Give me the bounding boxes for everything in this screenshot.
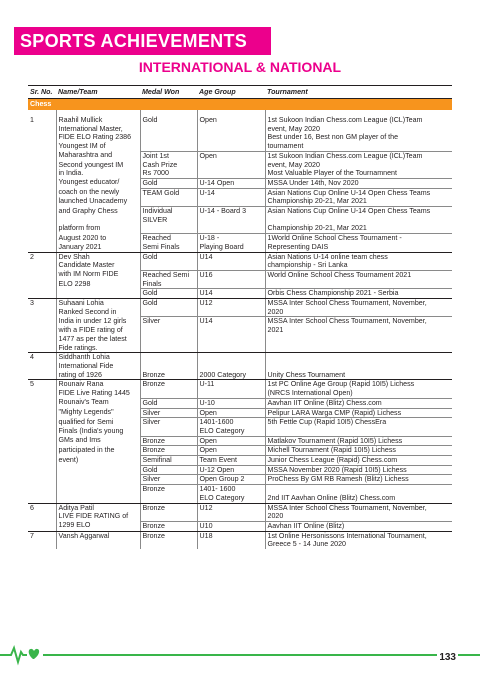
table-cell-c4: Open [197,151,265,160]
table-cell-c3: Reached [140,234,197,243]
table-cell-c3 [140,133,197,142]
table-cell-c5: 1st Sukoon Indian Chess.com League (ICL)Team [267,116,423,124]
table-cell-c5 [265,485,452,494]
table-cell-c4: Open [197,116,265,125]
table-cell-c4: U12 [197,503,265,512]
table-cell-c1 [28,142,56,151]
table-cell-c5: Michell Tournament (Rapid 10I5) Lichess [265,446,452,456]
table-row [28,335,452,344]
table-cell-c5: Unity Chess Tournament [265,371,452,380]
table-row [28,289,452,299]
table-cell-c1 [28,188,56,197]
table-cell-c5: Championship 20-21, Mar 2021 [267,224,367,233]
table-cell-c1 [28,207,56,225]
table-row [28,465,452,475]
table-cell-c1 [28,280,56,289]
table-cell-c1 [28,243,56,252]
table-cell-c4 [197,353,265,362]
table-cell-c5: 1st Online Hersonissons International Tournament, [267,531,427,540]
table-cell-c1 [28,169,56,178]
table-cell-c2: Aditya Patil [56,503,140,512]
table-row [28,398,452,408]
table-cell-c4 [197,280,265,289]
table-cell-c5: MSSA Inter School Chess Tournament, November, [265,317,452,326]
table-cell-c5: World Online School Chess Tournament 2021 [265,270,452,279]
table-cell-c1 [28,151,56,160]
header-name-team: Name/Team [56,86,140,99]
table-cell-c4: 1401-1600 [197,418,265,427]
table-row [28,133,452,142]
table-cell-c3 [140,540,197,549]
header-tournament: Tournament [265,86,452,99]
table-cell-c3 [140,427,197,436]
table-cell-c2: International Fide [56,362,140,371]
table-cell-c3: Bronze [140,521,197,531]
table-cell-c2: coach on the newly [56,188,140,197]
table-cell-c4: Open Group 2 [197,475,265,485]
table-cell-c2: platform from [56,224,140,233]
table-cell-c1 [28,317,56,326]
table-cell-c1: 4 [28,353,56,362]
table-cell-c1 [28,308,56,317]
table-cell-c5: Aavhan IIT Online (Blitz) Chess.com [265,398,452,408]
section-subtitle: INTERNATIONAL & NATIONAL [138,59,342,75]
table-cell-c2: Ranked Second in [56,308,140,317]
table-cell-c3 [140,142,197,151]
table-cell-c2: International Master, [56,125,140,134]
table-cell-c2: Candidate Master [56,261,140,270]
table-cell-c2: Second youngest IM [56,161,140,170]
table-cell-c3: Silver [140,408,197,418]
table-cell-c4: 2000 Category [197,371,265,380]
table-cell-c3 [140,389,197,398]
table-cell-c3: Bronze [140,380,197,389]
table-cell-c1 [28,389,56,398]
table-cell-c2: with a FIDE rating of [56,326,140,335]
table-cell-c3: Semi Finals [140,243,197,252]
table-cell-c2: ELO 2298 [56,280,140,289]
table-cell-c5: MSSA Under 14th, Nov 2020 [265,178,452,188]
table-cell-c5: 2nd IIT Aavhan Online (Blitz) Chess.com [265,494,452,503]
table-cell-c3: Semifinal [140,456,197,466]
table-cell-c1 [28,133,56,142]
table-cell-c2: FIDE Live Rating 1445 [56,389,140,398]
category-chess: Chess [28,99,452,111]
table-cell-c5: 1st Sukoon Indian Chess.com League (ICL)Team [265,151,452,160]
table-cell-c2: event) [56,456,140,466]
table-cell-c3 [140,197,197,206]
table-cell-c4: U-14 - Board 3 [197,207,265,225]
table-cell-c4: U14 [197,252,265,261]
table-cell-c2: Suhaani Lohia [56,299,140,308]
table-cell-c4 [197,125,265,134]
table-row [28,427,452,436]
table-cell-c3: Rs 7000 [140,169,197,178]
table-row [28,125,452,134]
table-header-row [28,86,452,99]
table-cell-c3: Reached Semi [140,270,197,279]
table-cell-c3: Joint 1st [140,151,197,160]
table-cell-c2: Fide ratings. [56,344,140,353]
table-cell-c4: U14 [197,289,265,299]
table-cell-c4 [197,197,265,206]
table-cell-c4: U-11 [197,380,265,389]
table-cell-c1 [28,512,56,521]
table-cell-c3 [140,308,197,317]
table-cell-c3: Silver [140,317,197,326]
table-cell-c5: Asian Nations U-14 online team chess [267,252,388,261]
table-cell-c2 [56,494,140,503]
table-cell-c2: Rounaiv Rana [56,380,140,389]
table-cell-c2 [56,465,140,475]
table-cell-c4: Open [197,408,265,418]
table-cell-c1 [28,465,56,475]
table-row [28,234,452,243]
table-cell-c4 [197,142,265,151]
table-row [28,270,452,279]
table-cell-c5: Greece 5 - 14 June 2020 [267,540,346,549]
table-row [28,326,452,335]
table-cell-c2: and Graphy Chess [56,207,140,225]
table-cell-c4 [197,362,265,371]
table-row [28,197,452,206]
table-row [28,252,452,261]
table-cell-c3: Bronze [140,371,197,380]
table-cell-c5: Aavhan IIT Online (Blitz) [265,521,452,531]
table-cell-c2: Dev Shah [56,252,140,261]
table-cell-c4: Playing Board [197,243,265,252]
table-cell-c2: with IM Norm FIDE [56,270,140,279]
header-age-group: Age Group [197,86,265,99]
table-cell-c5: Orbis Chess Championship 2021 - Serbia [265,289,452,299]
table-cell-c4: U16 [197,270,265,279]
table-cell-c2 [56,485,140,494]
table-cell-c5: Matlakov Tournament (Rapid 10I5) Lichess [265,436,452,446]
table-cell-c4: U-14 Open [197,178,265,188]
table-row [28,408,452,418]
table-row [28,512,452,521]
table-cell-c1 [28,540,56,549]
table-row [28,371,452,380]
table-cell-c1 [28,224,56,233]
table-row [28,344,452,353]
table-cell-c2 [56,540,140,549]
table-row [28,353,452,362]
table-row [28,169,452,178]
table-cell-c4 [197,261,265,270]
table-cell-c4 [197,389,265,398]
table-cell-c1 [28,418,56,427]
table-cell-c3: Bronze [140,436,197,446]
table-cell-c4: U-18 - [197,234,265,243]
table-row [28,142,452,151]
table-cell-c3: Gold [140,116,197,125]
table-cell-c3: Gold [140,299,197,308]
table-cell-c1 [28,408,56,418]
table-cell-c2: Rounaiv's Team [56,398,140,408]
table-cell-c5: (NRCS International Open) [267,389,353,398]
table-cell-c5: 2020 [267,512,284,521]
header-medal-won: Medal Won [140,86,197,99]
table-row [28,161,452,170]
table-cell-c4: U-12 Open [197,465,265,475]
table-row [28,531,452,540]
table-cell-c5: 1st PC Online Age Group (Rapid 10I5) Lichess [265,380,452,389]
table-cell-c1 [28,161,56,170]
header-sr-no: Sr. No. [28,86,56,99]
table-cell-c4 [197,344,265,353]
table-cell-c2: Youngest educator/ [56,178,140,188]
table-cell-c4: Open [197,436,265,446]
table-cell-c2 [56,289,140,299]
table-cell-c2: LIVE FIDE RATING of [56,512,140,521]
table-cell-c1: 2 [28,252,56,261]
table-cell-c3: TEAM Gold [140,188,197,197]
table-cell-c4: Open [197,446,265,456]
table-cell-c2: 1477 as per the latest [56,335,140,344]
table-cell-c5: event, May 2020 [267,160,320,169]
table-cell-c4 [197,161,265,170]
table-cell-c1 [28,344,56,353]
table-cell-c4: ELO Category [197,494,265,503]
table-cell-c4: U14 [197,317,265,326]
table-cell-c5 [265,344,452,353]
table-cell-c1 [28,178,56,188]
table-row [28,485,452,494]
table-cell-c5 [265,427,452,436]
table-row [28,521,452,531]
table-row [28,380,452,389]
table-cell-c3: Bronze [140,485,197,494]
table-cell-c1 [28,436,56,446]
table-cell-c5: championship - Sri Lanka [267,261,348,270]
table-cell-c3: Silver [140,418,197,427]
table-cell-c4 [197,326,265,335]
table-cell-c1 [28,371,56,380]
table-cell-c3 [140,494,197,503]
table-cell-c1: 1 [28,116,56,125]
table-cell-c2: Siddhanth Lohia [56,353,140,362]
table-cell-c4 [197,512,265,521]
table-cell-c3 [140,326,197,335]
table-cell-c3 [140,125,197,134]
table-cell-c1: 3 [28,299,56,308]
table-cell-c1 [28,521,56,531]
table-cell-c5: Championship 20-21, Mar 2021 [267,197,367,206]
table-cell-c1 [28,475,56,485]
table-cell-c3 [140,362,197,371]
table-cell-c5: Asian Nations Cup Online U-14 Open Chess Teams [265,207,452,225]
table-cell-c5 [265,280,452,289]
table-row [28,362,452,371]
table-cell-c5: tournament [267,142,304,151]
table-cell-c3: Silver [140,475,197,485]
table-row [28,207,452,225]
table-cell-c3: Gold [140,398,197,408]
table-cell-c3 [140,335,197,344]
table-row [28,503,452,512]
table-cell-c1 [28,326,56,335]
table-cell-c2: rating of 1926 [56,371,140,380]
table-cell-c2: GMs and Ims [56,436,140,446]
table-cell-c1 [28,261,56,270]
table-cell-c3: Gold [140,252,197,261]
table-cell-c2: August 2020 to [56,234,140,243]
table-row [28,418,452,427]
table-cell-c1 [28,427,56,436]
category-row [28,99,452,111]
table-row [28,243,452,252]
table-cell-c5 [265,362,452,371]
table-cell-c5: Representing DAIS [265,243,452,252]
table-cell-c1 [28,125,56,134]
table-row [28,494,452,503]
table-cell-c3 [140,224,197,233]
table-row [28,261,452,270]
table-cell-c3 [140,353,197,362]
table-cell-c1 [28,494,56,503]
table-cell-c5: ProChess By GM RB Ramesh (Blitz) Lichess [265,475,452,485]
table-cell-c5: Junior Chess League (Rapid) Chess.com [265,456,452,466]
table-cell-c5: MSSA November 2020 (Rapid 10I5) Lichess [265,465,452,475]
table-cell-c5: MSSA Inter School Chess Tournament, November, [267,299,427,308]
table-cell-c3: Gold [140,289,197,299]
table-cell-c2: Finals (India's young [56,427,140,436]
table-cell-c5: Pelipur LARA Warga CMP (Rapid) Lichess [265,408,452,418]
table-cell-c4: U10 [197,521,265,531]
table-cell-c3: Individual SILVER [140,207,197,225]
table-cell-c2: qualified for Semi [56,418,140,427]
table-row [28,116,452,125]
table-cell-c5: Most Valuable Player of the Tournamnent [267,169,397,178]
table-cell-c2: Vansh Aggarwal [56,531,140,540]
table-cell-c4: U-14 [197,188,265,197]
table-cell-c4: U18 [197,531,265,540]
table-cell-c3: Cash Prize [140,161,197,170]
table-cell-c4 [197,169,265,178]
table-cell-c1 [28,234,56,243]
table-cell-c3: Bronze [140,531,197,540]
table-cell-c2 [56,475,140,485]
table-cell-c3: Finals [140,280,197,289]
table-cell-c5: 2021 [267,326,284,335]
table-cell-c1 [28,456,56,466]
table-row [28,317,452,326]
table-cell-c5: Best under 16, Best non GM player of the [267,133,399,142]
table-cell-c2: FIDE ELO Rating 2386 [56,133,140,142]
table-cell-c3: Gold [140,465,197,475]
table-row [28,151,452,160]
table-cell-c3 [140,344,197,353]
table-cell-c1 [28,446,56,456]
table-cell-c5: MSSA Inter School Chess Tournament, November, [267,503,427,512]
table-cell-c5: Asian Nations Cup Online U-14 Open Chess Teams [265,188,452,197]
table-cell-c1 [28,270,56,279]
table-cell-c2: launched Unacademy [56,197,140,206]
table-cell-c1 [28,398,56,408]
table-row [28,456,452,466]
table-cell-c5: 1World Online School Chess Tournament - [265,234,452,243]
footer-rule [0,654,480,656]
table-cell-c2: Maharashtra and [56,151,140,160]
table-cell-c2: India in under 12 girls [56,317,140,326]
table-body [28,99,452,550]
table-cell-c4 [197,133,265,142]
table-cell-c5: event, May 2020 [267,124,320,133]
table-cell-c4 [197,308,265,317]
table-cell-c3: Gold [140,178,197,188]
table-cell-c4 [197,540,265,549]
table-cell-c1: 5 [28,380,56,389]
table-cell-c1 [28,197,56,206]
table-row [28,178,452,188]
table-cell-c4: 1401- 1600 [197,485,265,494]
table-cell-c2: in India. [56,169,140,178]
table-row [28,299,452,308]
table-cell-c5: 5th Fettle Cup (Rapid 10I5) ChessEra [265,418,452,427]
table-row [28,436,452,446]
section-banner: SPORTS ACHIEVEMENTS [14,27,271,55]
table-cell-c4 [197,335,265,344]
table-cell-c3 [140,261,197,270]
table-cell-c3 [140,512,197,521]
table-cell-c1 [28,362,56,371]
table-cell-c1 [28,289,56,299]
page-number: 133 [439,652,456,663]
table-cell-c1: 7 [28,531,56,540]
table-row [28,475,452,485]
table-row [28,188,452,197]
table-row [28,389,452,398]
table-cell-c1 [28,485,56,494]
achievements-table [28,85,452,549]
table-cell-c2: participated in the [56,446,140,456]
table-cell-c4: U-10 [197,398,265,408]
table-cell-c3: Bronze [140,446,197,456]
table-row [28,308,452,317]
table-row [28,446,452,456]
table-cell-c1: 6 [28,503,56,512]
table-cell-c5 [265,335,452,344]
table-cell-c2: January 2021 [56,243,140,252]
table-row [28,280,452,289]
table-cell-c5: 2020 [267,307,284,316]
table-row [28,540,452,549]
table-cell-c2: Raahil Mullick [56,116,140,125]
table-cell-c3: Bronze [140,503,197,512]
table-row [28,224,452,233]
table-cell-c4: ELO Category [197,427,265,436]
table-cell-c4: U12 [197,299,265,308]
table-cell-c1 [28,335,56,344]
table-cell-c4 [197,224,265,233]
table-cell-c4: Team Event [197,456,265,466]
heartbeat-heart-icon [3,640,43,666]
table-cell-c5 [265,353,452,362]
table-cell-c2: 1299 ELO [56,521,140,531]
table-cell-c2: Youngest IM of [56,142,140,151]
table-cell-c2: "Mighty Legends" [56,408,140,418]
